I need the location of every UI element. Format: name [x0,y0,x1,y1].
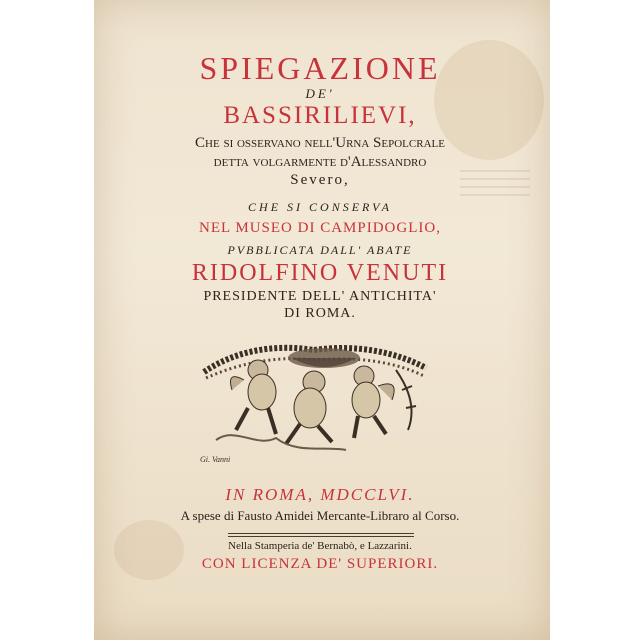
engraved-vignette [196,330,432,470]
author-name: RIDOLFINO VENUTI [191,260,449,286]
putto-right [352,366,394,438]
che-si-conserva: CHE SI CONSERVA [248,200,392,214]
engraver-signature: Gi. Vanni [200,455,231,464]
divider-rule [228,536,414,537]
title: SPIEGAZIONE [199,50,441,86]
divider-rule [228,533,414,534]
place-and-date: IN ROMA, MDCCLVI. [225,485,415,504]
foliage [396,370,416,430]
description-line-1: Che si osservano nell'Urna Sepolcrale [195,135,445,151]
license-line: CON LICENZA DE' SUPERIORI. [201,556,439,572]
publisher-line: A spese di Fausto Amidei Mercante-Libraro al Corso. [180,508,460,523]
office-line-2: DI ROMA. [284,306,356,321]
printer-line: Nella Stamperia de' Bernabò, e Lazzarini. [228,540,412,552]
subject-title: BASSIRILIEVI, [223,102,417,129]
putto-center [286,371,332,444]
description-line-2: detta volgarmente d'Alessandro [213,154,427,170]
putto-left [231,360,277,434]
museum-line: NEL MUSEO DI CAMPIDOGLIO, [199,220,441,236]
description-line-3: Severo, [290,172,350,188]
pubblicata-line: PVBBLICATA DALL' ABATE [227,243,413,257]
office-line-1: PRESIDENTE DELL' ANTICHITA' [203,289,437,304]
title-de: DE' [305,86,335,101]
